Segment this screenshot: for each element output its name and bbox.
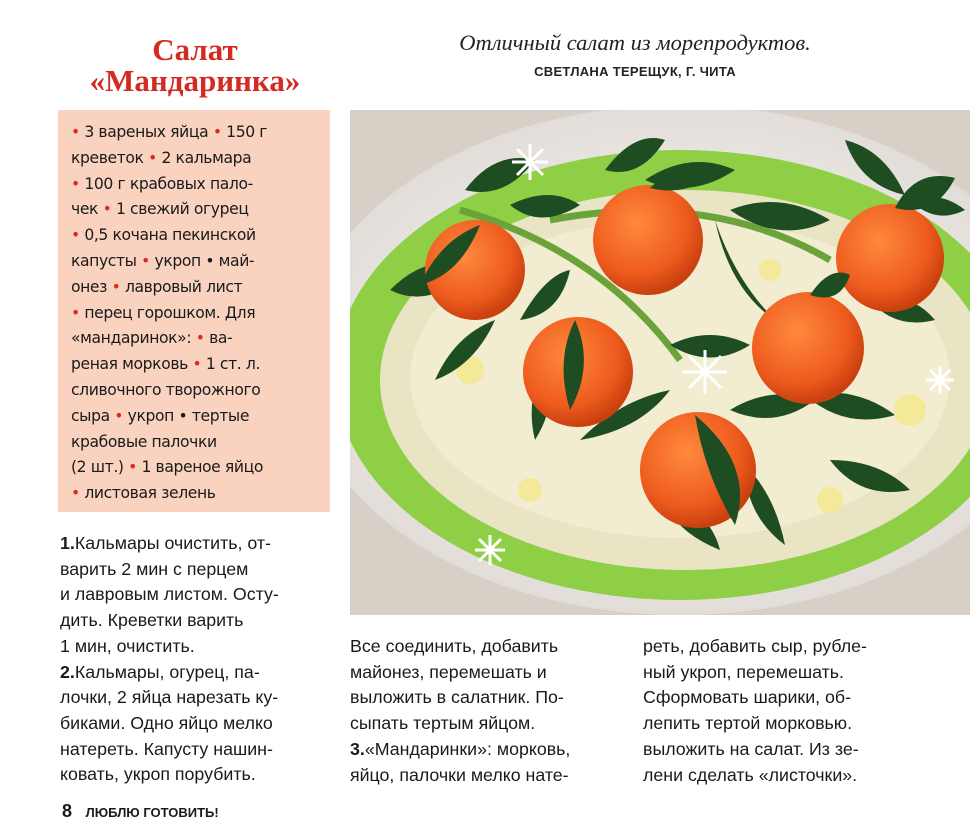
ingredient-text: сыра — [71, 406, 115, 425]
step-line — [350, 763, 635, 789]
ingredient-text: 3 вареных яйца — [84, 123, 213, 141]
bullet-icon: • — [192, 355, 206, 374]
ingredient-line — [71, 301, 322, 327]
step-line — [350, 711, 635, 737]
ingredient-text: реная морковь — [71, 355, 193, 374]
step-text: 1 мин, очистить. — [60, 635, 195, 656]
ingredient-text: ва- — [209, 329, 233, 348]
ingredients-box — [58, 110, 330, 512]
bullet-icon: • — [212, 123, 227, 141]
step-line — [60, 582, 335, 608]
step-text: дить. Креветки варить — [60, 610, 244, 631]
ingredient-line — [71, 455, 322, 481]
bullet-icon: • — [71, 226, 85, 245]
ingredient-text: 0,5 кочана пекинской — [84, 226, 256, 245]
salad-illustration — [350, 110, 970, 615]
ingredient-text: перец горошком. Для — [84, 303, 256, 322]
ingredient-text: 1 свежий огурец — [115, 200, 249, 219]
ingredient-text: чек — [71, 200, 103, 219]
recipe-title-line2: «Мандаринка» — [89, 63, 301, 98]
step-text: реть, добавить сыр, рубле- — [643, 636, 867, 656]
step-text: Кальмары, огурец, па- — [74, 661, 260, 682]
ingredient-text: 1 вареное яйцо — [141, 458, 263, 477]
step-text: майонез, перемешать и — [350, 661, 547, 682]
ingredient-text: укроп • май- — [154, 251, 255, 270]
ingredient-line — [71, 378, 322, 404]
step-line — [643, 634, 933, 660]
bullet-icon: • — [195, 329, 210, 348]
recipe-title — [60, 34, 330, 96]
step-text: сыпать тертым яйцом. — [350, 713, 536, 734]
step-line — [350, 660, 635, 686]
ingredient-text: 100 г крабовых пало- — [84, 174, 253, 193]
step-text: варить 2 мин с перцем — [60, 558, 249, 579]
step-line — [60, 711, 335, 737]
step-number: 1. — [60, 533, 75, 553]
steps-column-3 — [643, 634, 933, 788]
step-text: биками. Одно яйцо мелко — [60, 712, 273, 733]
recipe-author: СВЕТЛАНА ТЕРЕЩУК, Г. ЧИТА — [534, 64, 736, 79]
step-text: ный укроп, перемешать. — [643, 661, 844, 682]
step-text: Сформовать шарики, об- — [643, 687, 852, 708]
step-text: ковать, укроп порубить. — [60, 764, 256, 785]
step-text: «Мандаринки»: морковь, — [364, 738, 571, 759]
page-number: 8 — [62, 801, 73, 821]
step-text: лепить тертой морковью. — [643, 713, 853, 734]
step-line — [60, 737, 335, 763]
ingredient-text: онез — [71, 277, 112, 296]
ingredient-text: «мандаринок»: — [71, 329, 196, 348]
step-line — [643, 737, 933, 763]
ingredient-line — [71, 197, 322, 223]
bullet-icon: • — [102, 200, 116, 219]
step-text: выложить на салат. Из зе- — [643, 738, 859, 759]
step-text: лени сделать «листочки». — [643, 764, 858, 785]
step-number: 3. — [350, 738, 365, 759]
ingredient-text: 2 кальмара — [161, 148, 252, 167]
ingredient-text: крабовые палочки — [71, 432, 217, 451]
step-line — [643, 660, 933, 686]
ingredient-text: лавровый лист — [124, 277, 243, 296]
step-line — [643, 763, 933, 789]
bullet-icon: • — [141, 251, 155, 270]
recipe-subtitle: Отличный салат из морепродуктов. — [459, 30, 811, 55]
step-line — [60, 660, 335, 686]
ingredient-line — [71, 481, 322, 507]
ingredient-text: 1 ст. л. — [205, 355, 261, 374]
ingredient-line — [71, 430, 322, 456]
ingredient-text: 150 г — [226, 123, 268, 141]
step-text: и лавровым листом. Осту- — [60, 584, 279, 605]
step-text: яйцо, палочки мелко нате- — [350, 764, 569, 785]
bullet-icon: • — [128, 458, 142, 477]
step-text: выложить в салатник. По- — [350, 687, 564, 708]
ingredient-line — [71, 249, 322, 275]
step-line — [60, 557, 335, 583]
ingredient-line — [71, 120, 322, 146]
step-line — [643, 711, 933, 737]
ingredient-line — [71, 352, 322, 378]
ingredient-text: креветок — [71, 148, 149, 167]
step-line — [60, 762, 335, 788]
step-text: Кальмары очистить, от- — [74, 533, 271, 553]
bullet-icon: • — [71, 303, 85, 322]
bullet-icon: • — [71, 174, 85, 193]
step-number: 2. — [60, 661, 75, 682]
ingredient-line — [71, 275, 322, 301]
step-line — [350, 685, 635, 711]
ingredient-text: укроп • тертые — [127, 406, 250, 425]
steps-column-2 — [350, 634, 635, 788]
ingredient-line — [71, 223, 322, 249]
page-footer — [62, 801, 219, 822]
step-line — [60, 531, 335, 557]
bullet-icon: • — [71, 484, 85, 503]
bullet-icon: • — [71, 123, 85, 141]
step-line — [60, 685, 335, 711]
magazine-name: ЛЮБЛЮ ГОТОВИТЬ! — [85, 805, 219, 820]
ingredient-line — [71, 172, 322, 198]
recipe-title-line1: Салат — [152, 32, 238, 67]
salad-photo — [350, 110, 970, 615]
step-line — [350, 737, 635, 763]
steps-column-1 — [60, 531, 335, 788]
ingredient-text: листовая зелень — [84, 484, 216, 503]
ingredient-text: (2 шт.) — [71, 458, 129, 477]
bullet-icon: • — [114, 406, 128, 425]
step-text: лочки, 2 яйца нарезать ку- — [60, 687, 279, 708]
ingredient-line — [71, 146, 322, 172]
step-line — [60, 634, 335, 660]
step-line — [60, 608, 335, 634]
step-line — [643, 685, 933, 711]
ingredient-text: сливочного творожного — [71, 380, 261, 399]
ingredient-line — [71, 326, 322, 352]
ingredient-line — [71, 404, 322, 430]
step-line — [350, 634, 635, 660]
step-text: натереть. Капусту нашин- — [60, 738, 273, 759]
step-text: Все соединить, добавить — [350, 636, 559, 656]
bullet-icon: • — [148, 148, 162, 167]
bullet-icon: • — [111, 277, 125, 296]
ingredient-text: капусты — [71, 251, 142, 270]
